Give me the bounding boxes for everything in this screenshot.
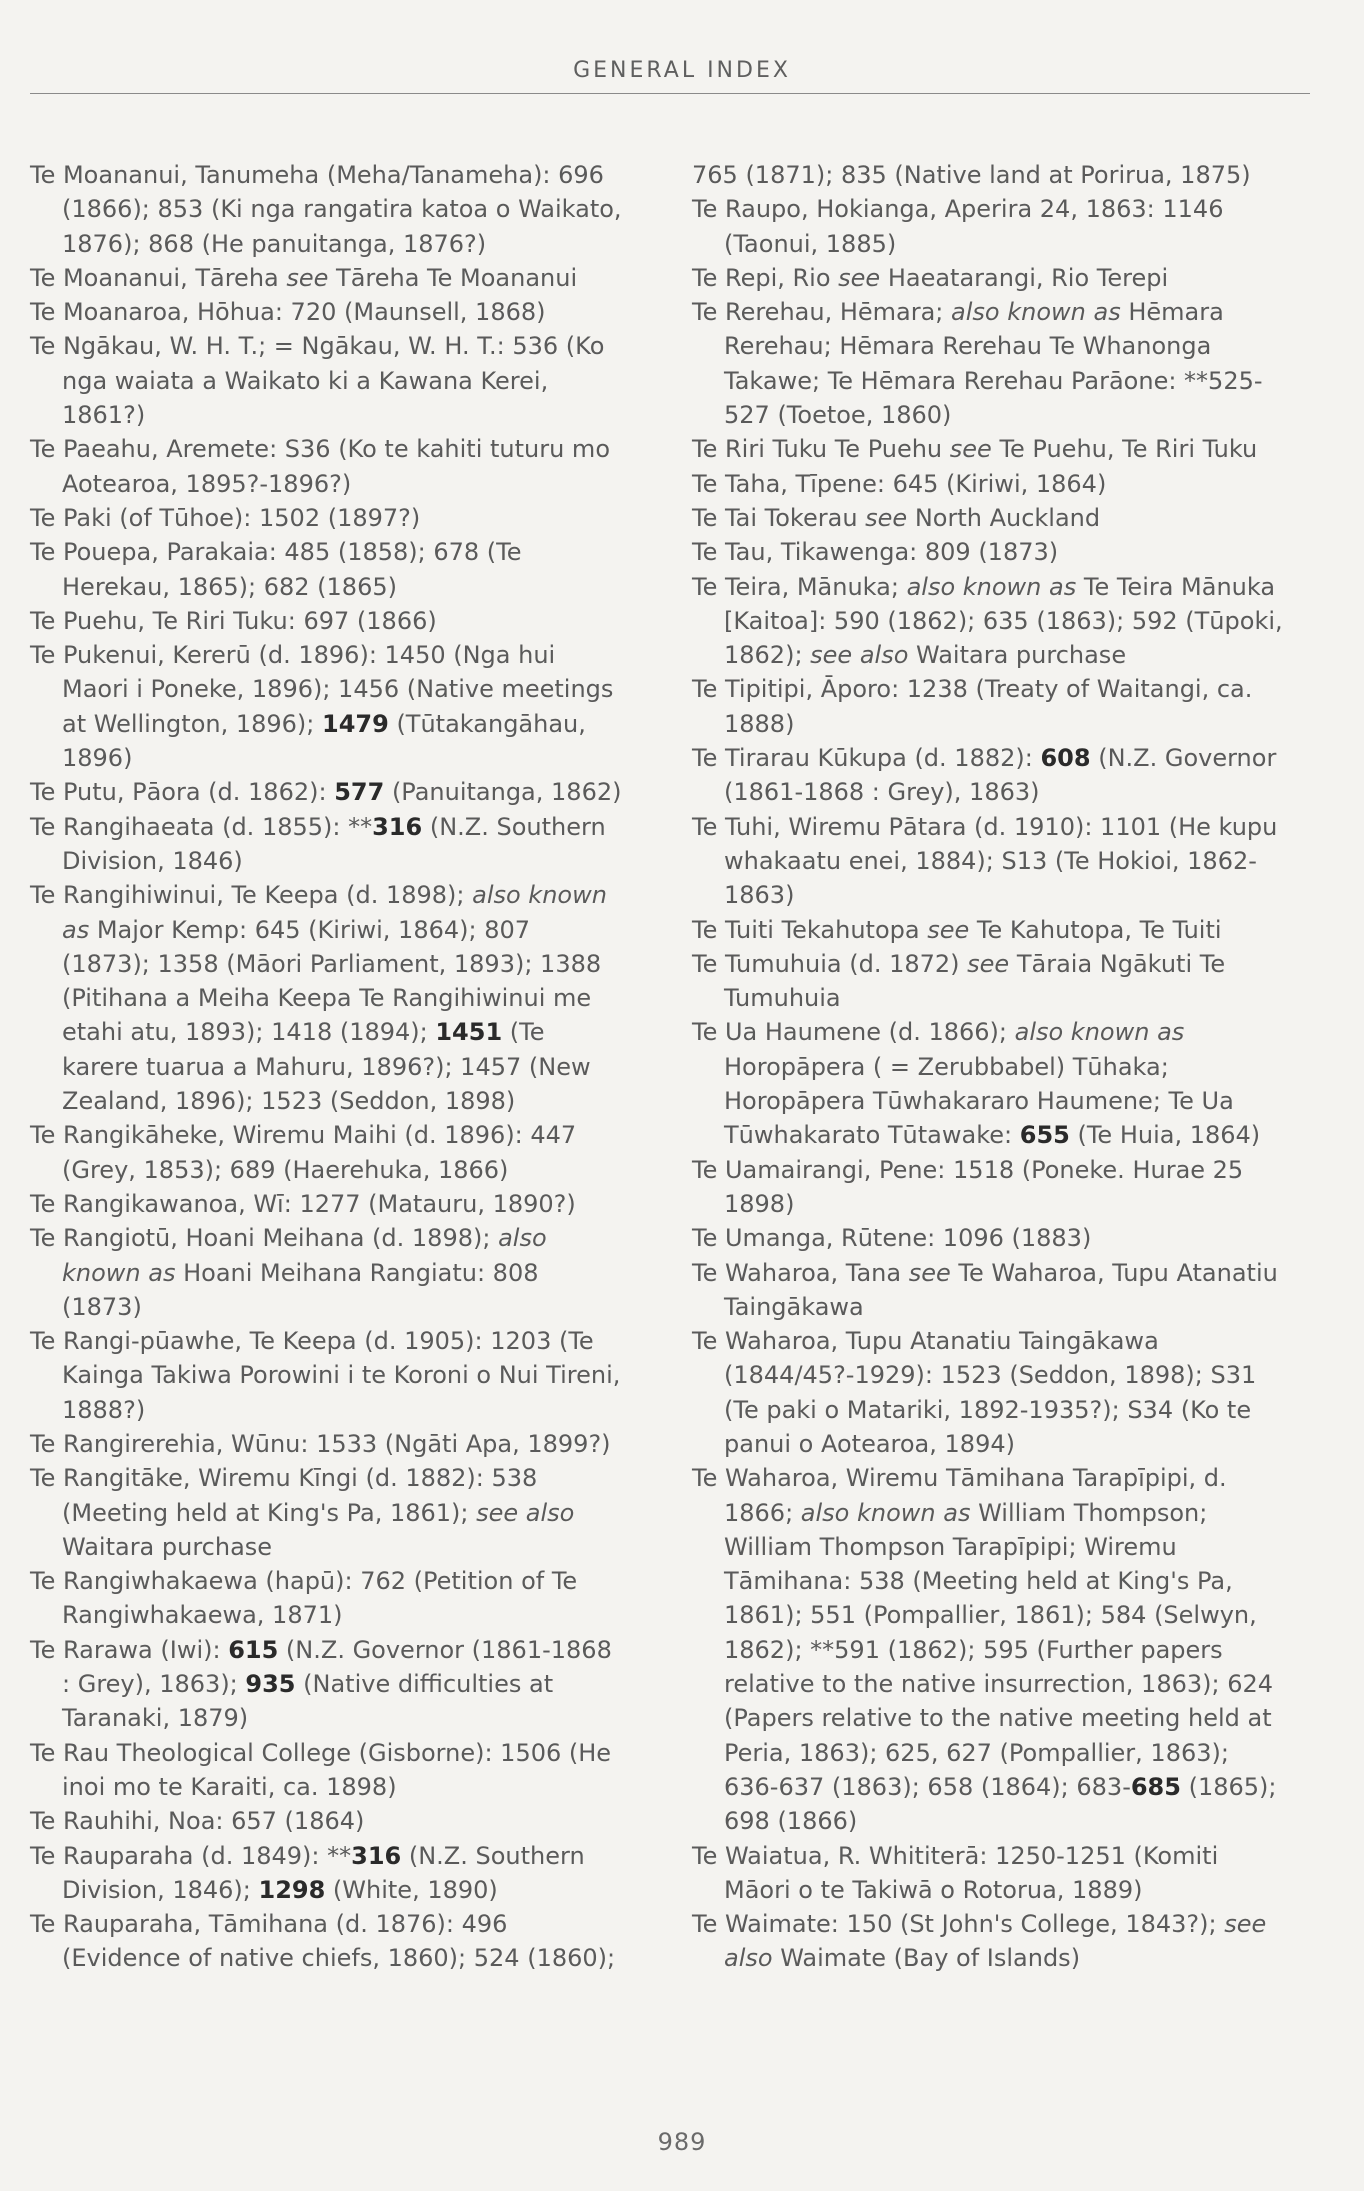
entry-text: Hēmara Rerehau; Hēmara Rerehau Te Whanonga Takawe; Te Hēmara Rerehau Parāone: **525-527 (Toetoe, 1860) — [724, 298, 1263, 430]
page-reference-bold: 608 — [1040, 744, 1091, 773]
entry-text: Te Moananui, Tanumeha (Meha/Tanameha): 696 (1866); 853 (Ki nga rangatira katoa o Waikato, 1876); 868 (He panuitanga, 1876?) — [30, 161, 622, 258]
entry-text: (Te karere tuarua a Mahuru, 1896?); 1457 (New Zealand, 1896); 1523 (Seddon, 1898) — [62, 1018, 591, 1116]
index-entry — [692, 1256, 1284, 1325]
index-entry — [30, 1907, 622, 1976]
entry-text: (N.Z. Governor (1861-1868 : Grey), 1863); — [62, 1635, 612, 1699]
entry-text: Te Rau Theological College (Gisborne): 1506 (He inoi mo te Karaiti, ca. 1898) — [30, 1738, 612, 1801]
entry-text: Te Puehu, Te Riri Tuku: 697 (1866) — [30, 606, 437, 635]
entry-text: (Native difficulties at Taranaki, 1879) — [62, 1670, 554, 1733]
index-entry — [30, 295, 622, 329]
cross-reference-term: also known as — [62, 1224, 547, 1287]
index-entry — [692, 913, 1284, 947]
index-entry — [692, 501, 1284, 535]
index-entry — [30, 775, 622, 809]
page-number: 989 — [657, 2128, 707, 2156]
index-entry — [692, 947, 1284, 1016]
cross-reference-term: also known as — [1014, 1018, 1185, 1047]
index-entry — [692, 192, 1284, 261]
entry-text: Te Rangiwhakaewa (hapū): 762 (Petition of Te Rangiwhakaewa, 1871) — [30, 1567, 578, 1630]
entry-text: William Thompson; William Thompson Tarapīpipi; Wiremu Tāmihana: 538 (Meeting held at King's Pa, 1861); 551 (Pompallier, 1861); 584 (Selwyn, 1862); **591 (1862); 595 (Further papers relative to the native insurrection, 1863); 624 (Papers relative to the native meeting held at Peria, 1863); 625, 627 (Pompallier, 1863); 636-637 (1863); 658 (1864); 683- — [724, 1498, 1274, 1801]
entry-text: Waitara purchase — [908, 641, 1127, 670]
entry-text: Te Ngākau, W. H. T.; = Ngākau, W. H. T.: 536 (Ko nga waiata a Waikato ki a Kawana Kerei, 1861?) — [30, 332, 605, 430]
entry-text: Te Tuhi, Wiremu Pātara (d. 1910): 1101 (He kupu whakaatu enei, 1884); S13 (Te Hokioi, 1862-1863) — [692, 812, 1278, 910]
index-entry — [692, 467, 1284, 501]
index-entry — [692, 158, 1284, 192]
entry-text: Tāraia Ngākuti Te Tumuhuia — [724, 949, 1226, 1013]
entry-text: (N.Z. Governor (1861-1868 : Grey), 1863) — [724, 744, 1277, 807]
entry-text: Te Waharoa, Tupu Atanatiu Taingākawa — [724, 1258, 1278, 1321]
cross-reference-term: see — [838, 263, 881, 292]
cross-reference-term: see — [949, 435, 992, 464]
entry-text: Haeatarangi, Rio Terepi — [880, 263, 1169, 292]
cross-reference-term: see also — [476, 1498, 575, 1527]
page-reference-bold: 1451 — [435, 1018, 503, 1047]
cross-reference-term: also known as — [62, 881, 607, 944]
index-entry — [692, 535, 1284, 569]
index-entry — [30, 1187, 622, 1221]
index-entry — [30, 1324, 622, 1427]
index-entry — [30, 261, 622, 295]
index-entry — [30, 535, 622, 604]
index-entry — [692, 295, 1284, 432]
entry-text: (1865); 698 (1866) — [724, 1772, 1277, 1836]
entry-text: Te Raupo, Hokianga, Aperira 24, 1863: 1146 (Taonui, 1885) — [692, 195, 1224, 258]
running-head: GENERAL INDEX — [573, 58, 791, 83]
cross-reference-term: see — [927, 915, 970, 944]
index-entry — [30, 1804, 622, 1838]
index-entry — [692, 1461, 1284, 1838]
entry-text: Te Waimate: 150 (St John's College, 1843?); — [692, 1910, 1225, 1939]
index-entry — [30, 1736, 622, 1805]
entry-text: Te Paki (of Tūhoe): 1502 (1897?) — [30, 503, 421, 532]
page-reference-bold: 577 — [334, 778, 385, 807]
entry-text: (White, 1890) — [325, 1875, 498, 1904]
entry-text: Te Moanaroa, Hōhua: 720 (Maunsell, 1868) — [30, 298, 546, 327]
index-column-right — [692, 158, 1284, 1976]
index-entry — [30, 1461, 622, 1564]
index-entry — [30, 638, 622, 775]
page-reference-bold: 655 — [1019, 1121, 1070, 1150]
entry-text: (Tūtakangāhau, 1896) — [62, 709, 586, 773]
entry-text: Te Rerehau, Hēmara; — [692, 298, 952, 327]
entry-text: Te Waiatua, R. Whititerā: 1250-1251 (Komiti Māori o te Takiwā o Rotorua, 1889) — [692, 1841, 1219, 1904]
entry-text: Te Tuiti Tekahutopa — [692, 915, 928, 944]
cross-reference-term: also known as — [906, 572, 1077, 601]
entry-text: Te Waharoa, Wiremu Tāmihana Tarapīpipi, d. 1866; — [692, 1464, 1227, 1527]
page-reference-bold: 935 — [245, 1670, 296, 1699]
entry-text: Te Riri Tuku Te Puehu — [692, 435, 950, 464]
entry-text: 765 (1871); 835 (Native land at Porirua, 1875) — [692, 161, 1251, 189]
header-rule — [30, 93, 1310, 94]
entry-text: Waitara purchase — [62, 1532, 273, 1561]
entry-text: Te Pukenui, Kererū (d. 1896): 1450 (Nga hui Maori i Poneke, 1896); 1456 (Native meetings at Wellington, 1896); — [30, 641, 614, 738]
cross-reference-term: also known as — [800, 1498, 971, 1527]
index-entry — [30, 501, 622, 535]
page-reference-bold: 1298 — [258, 1875, 326, 1904]
entry-text: Te Tai Tokerau — [692, 503, 866, 532]
index-entry — [692, 1221, 1284, 1255]
index-entry — [30, 158, 622, 261]
page-reference-bold: 1479 — [322, 709, 389, 738]
entry-text: Te Umanga, Rūtene: 1096 (1883) — [692, 1224, 1092, 1253]
index-entry — [30, 1839, 622, 1908]
page-reference-bold: 685 — [1130, 1772, 1181, 1801]
entry-text: (Panuitanga, 1862) — [384, 778, 622, 807]
entry-text: Te Puehu, Te Riri Tuku — [991, 435, 1258, 464]
index-entry — [692, 810, 1284, 913]
entry-text: Te Rangitāke, Wiremu Kīngi (d. 1882): 538 (Meeting held at King's Pa, 1861); — [30, 1464, 538, 1527]
entry-text: Te Tipitipi, Āporo: 1238 (Treaty of Waitangi, ca. 1888) — [692, 675, 1253, 738]
entry-text: Te Rauhihi, Noa: 657 (1864) — [30, 1807, 365, 1836]
entry-text: Te Rarawa (Iwi): — [30, 1635, 229, 1664]
cross-reference-term: see — [967, 949, 1010, 978]
cross-reference-term: also known as — [951, 298, 1121, 327]
index-entry — [692, 432, 1284, 466]
entry-text: Waimate (Bay of Islands) — [772, 1944, 1081, 1973]
index-entry — [30, 1564, 622, 1633]
entry-text: (N.Z. Southern Division, 1846) — [62, 812, 606, 875]
entry-text: Te Rangiotū, Hoani Meihana (d. 1898); — [30, 1224, 499, 1253]
entry-text: Te Waharoa, Tupu Atanatiu Taingākawa (1844/45?-1929): 1523 (Seddon, 1898); S31 (Te paki o Matariki, 1892-1935?); S34 (Ko te panui o Aotearoa, 1894) — [692, 1327, 1257, 1458]
entry-text: North Auckland — [907, 503, 1101, 532]
entry-text: Te Rangi-pūawhe, Te Keepa (d. 1905): 1203 (Te Kainga Takiwa Porowini i te Koroni o Nui Tireni, 1888?) — [30, 1327, 621, 1424]
entry-text: Te Putu, Pāora (d. 1862): — [30, 778, 335, 807]
index-entry — [692, 1839, 1284, 1908]
entry-text: Te Uamairangi, Pene: 1518 (Poneke. Hurae 25 1898) — [692, 1155, 1244, 1218]
index-entry — [692, 672, 1284, 741]
entry-text: Hoani Meihana Rangiatu: 808 (1873) — [62, 1258, 539, 1321]
index-entry — [692, 741, 1284, 810]
entry-text: Horopāpera ( = Zerubbabel) Tūhaka; Horopāpera Tūwhakararo Haumene; Te Ua Tūwhakarato Tūtawake: — [724, 1052, 1234, 1150]
entry-text: Te Tau, Tikawenga: 809 (1873) — [692, 538, 1059, 567]
entry-text: Te Rauparaha, Tāmihana (d. 1876): 496 (Evidence of native chiefs, 1860); 524 (1860); — [30, 1910, 616, 1973]
index-entry — [692, 1153, 1284, 1222]
entry-text: Te Rauparaha (d. 1849): ** — [30, 1841, 352, 1870]
page-reference-bold: 316 — [351, 1841, 402, 1870]
index-entry — [30, 1118, 622, 1187]
entry-text: Te Taha, Tīpene: 645 (Kiriwi, 1864) — [692, 469, 1107, 498]
entry-text: Te Moananui, Tāreha — [30, 263, 287, 292]
index-entry — [692, 261, 1284, 295]
entry-text: Te Teira, Mānuka; — [692, 572, 907, 601]
index-column-left — [30, 158, 622, 1976]
cross-reference-term: see — [908, 1258, 951, 1287]
page-reference-bold: 615 — [228, 1635, 279, 1664]
entry-text: Tāreha Te Moananui — [328, 263, 578, 292]
index-entry — [30, 1427, 622, 1461]
entry-text: Te Ua Haumene (d. 1866); — [692, 1018, 1015, 1047]
index-entry — [30, 432, 622, 501]
index-entry — [30, 878, 622, 1118]
entry-text: (Te Huia, 1864) — [1069, 1121, 1261, 1150]
entry-text: Te Rangikāheke, Wiremu Maihi (d. 1896): 447 (Grey, 1853); 689 (Haerehuka, 1866) — [30, 1121, 577, 1184]
index-entry — [692, 570, 1284, 673]
entry-text: Te Teira Mānuka [Kaitoa]: 590 (1862); 635 (1863); 592 (Tūpoki, 1862); — [724, 572, 1283, 670]
entry-text: Te Pouepa, Parakaia: 485 (1858); 678 (Te Herekau, 1865); 682 (1865) — [30, 538, 522, 601]
entry-text: Te Rangihaeata (d. 1855): ** — [30, 812, 373, 841]
cross-reference-term: see — [286, 263, 329, 292]
cross-reference-term: see also — [810, 641, 909, 670]
cross-reference-term: see also — [724, 1910, 1267, 1973]
entry-text: Major Kemp: 645 (Kiriwi, 1864); 807 (1873); 1358 (Māori Parliament, 1893); 1388 (Pitihana a Meiha Keepa Te Rangihiwinui me etahi atu, 1893); 1418 (1894); — [62, 915, 602, 1047]
index-entry — [30, 1221, 622, 1324]
index-entry — [30, 604, 622, 638]
page-reference-bold: 316 — [372, 812, 423, 841]
cross-reference-term: see — [865, 503, 908, 532]
entry-text: Te Tirarau Kūkupa (d. 1882): — [692, 744, 1041, 773]
entry-text: Te Paeahu, Aremete: S36 (Ko te kahiti tuturu mo Aotearoa, 1895?-1896?) — [30, 435, 610, 498]
index-entry — [30, 1633, 622, 1736]
entry-text: Te Tumuhuia (d. 1872) — [692, 949, 968, 978]
index-entry — [692, 1907, 1284, 1976]
entry-text: (N.Z. Southern Division, 1846); — [62, 1841, 585, 1904]
entry-text: Te Rangihiwinui, Te Keepa (d. 1898); — [30, 881, 473, 910]
entry-text: Te Kahutopa, Te Tuiti — [969, 915, 1222, 944]
index-entry — [30, 329, 622, 432]
entry-text: Te Rangirerehia, Wūnu: 1533 (Ngāti Apa, 1899?) — [30, 1429, 611, 1458]
index-entry — [692, 1324, 1284, 1461]
entry-text: Te Rangikawanoa, Wī: 1277 (Matauru, 1890?) — [30, 1189, 576, 1218]
entry-text: Te Repi, Rio — [692, 263, 839, 292]
index-entry — [692, 1015, 1284, 1152]
entry-text: Te Waharoa, Tana — [692, 1258, 909, 1287]
index-entry — [30, 810, 622, 879]
